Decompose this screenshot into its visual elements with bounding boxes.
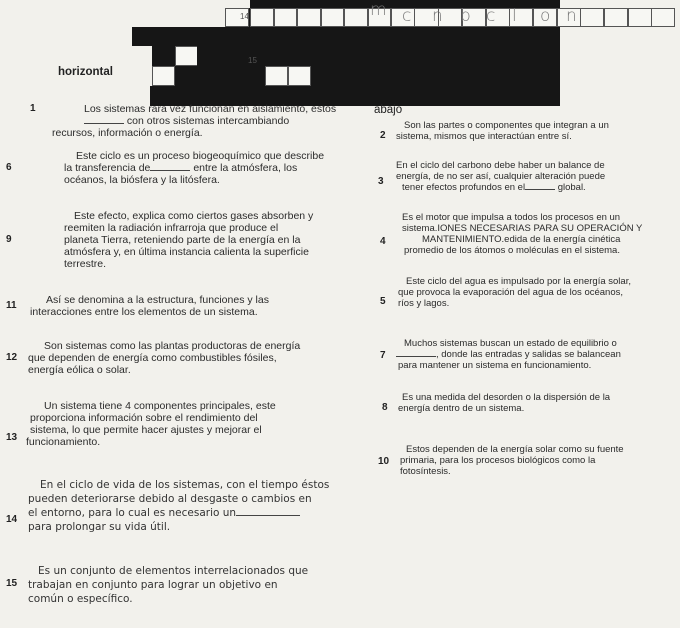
clue-number: 14 (6, 514, 18, 525)
clue-number: 8 (382, 402, 388, 413)
grid-block (357, 27, 380, 46)
grid-block (492, 66, 515, 86)
grid-block (288, 46, 311, 66)
grid-block (379, 46, 402, 66)
clue-number: 1 (30, 103, 36, 114)
grid-block (514, 86, 537, 106)
grid-block (267, 27, 290, 46)
grid-block (355, 86, 378, 106)
answer-blank[interactable] (525, 189, 555, 190)
grid-cell[interactable] (274, 8, 298, 27)
grid-block (294, 0, 317, 8)
handwritten-letter: c (402, 6, 412, 26)
grid-block (339, 0, 362, 8)
grid-block (469, 66, 492, 86)
clue-number: 3 (378, 176, 384, 187)
grid-block (492, 46, 515, 66)
grid-cell[interactable] (152, 66, 175, 86)
clue-number: 13 (6, 432, 18, 443)
clue-number: 12 (6, 352, 18, 363)
handwritten-letter: o (540, 6, 551, 26)
grid-block (515, 46, 538, 66)
grid-block (290, 27, 313, 46)
grid-cell[interactable] (297, 8, 321, 27)
grid-cell[interactable] (604, 8, 628, 27)
clue-abajo-4: Es el motor que impulsa a todos los procesos en un sistema.IONES NECESARIAS PARA SU OPERACIÓN Y MANTENIMIENTO.edida de la energía cinética promedio de los átomos o moléculas en el sistema. (402, 212, 643, 256)
grid-cell[interactable] (175, 46, 198, 66)
handwritten-letter: c (486, 6, 496, 26)
grid-block (311, 66, 334, 86)
grid-block (469, 86, 492, 106)
grid-block (379, 66, 402, 86)
grid-block (250, 0, 273, 8)
clue-number: 11 (6, 300, 17, 311)
clue-number: 15 (6, 578, 18, 589)
grid-block (265, 46, 288, 66)
grid-block (515, 27, 538, 46)
handwritten-letter: n (566, 6, 577, 26)
grid-block (333, 46, 356, 66)
grid-block (356, 66, 379, 86)
grid-block (177, 27, 200, 46)
grid-block (333, 66, 356, 86)
grid-block (220, 66, 243, 86)
grid-block (222, 27, 245, 46)
handwritten-letter: n (432, 6, 443, 26)
grid-cell[interactable] (651, 8, 675, 27)
grid-block (243, 66, 266, 86)
handwritten-letter: m (370, 0, 387, 20)
grid-block (537, 66, 560, 86)
clue-number: 6 (6, 162, 12, 173)
clue-abajo-2: Son las partes o componentes que integran a un sistema, mismos que interactúan entre sí. (396, 120, 609, 142)
grid-cell[interactable] (250, 8, 274, 27)
grid-block (245, 27, 268, 46)
grid-block (155, 27, 178, 46)
grid-block (470, 27, 493, 46)
clue-abajo-8: Es una medida del desorden o la dispersión de la energía dentro de un sistema. (398, 392, 611, 414)
grid-block (424, 66, 447, 86)
grid-block (447, 46, 470, 66)
clue-horizontal-6: Este ciclo es un proceso biogeoquímico que describe la transferencia de entre la atmósfera, los océanos, la biósfera y la litósfera. (64, 150, 325, 186)
grid-block (197, 46, 220, 66)
grid-block (380, 27, 403, 46)
grid-block (423, 86, 446, 106)
grid-block (401, 86, 424, 106)
grid-block (537, 27, 560, 46)
grid-block (356, 46, 379, 66)
clue-horizontal-13: Un sistema tiene 4 componentes principales, este proporciona información sobre el rendimiento del sistema, lo que permite hacer ajustes y mejorar el funcionamiento. (26, 400, 276, 448)
grid-block (537, 46, 560, 66)
clue-number: 10 (378, 456, 390, 467)
grid-block (537, 86, 560, 106)
clue-horizontal-14: En el ciclo de vida de los sistemas, con el tiempo éstos pueden deteriorarse debido al desgaste o cambios en el entorno, para lo cual es necesario un para prolongar su vida útil. (28, 479, 330, 533)
grid-block (311, 46, 334, 66)
grid-block (515, 66, 538, 86)
grid-block (424, 46, 447, 66)
grid-block (447, 27, 470, 46)
grid-block (197, 66, 220, 86)
grid-block (492, 86, 515, 106)
grid-cell[interactable] (265, 66, 288, 86)
grid-block (401, 46, 424, 66)
grid-block (469, 46, 492, 66)
grid-block (492, 27, 515, 46)
clue-abajo-5: Este ciclo del agua es impulsado por la energía solar, que provoca la evaporación del agua de los océanos, ríos y lagos. (398, 276, 631, 309)
answer-blank[interactable] (150, 170, 190, 171)
heading-abajo: abajo (374, 104, 403, 116)
clue-horizontal-12: Son sistemas como las plantas productoras de energía que dependen de energía como combustibles fósiles, energía eólica o solar. (28, 340, 301, 376)
grid-number: 15 (248, 56, 257, 65)
grid-block (220, 46, 243, 66)
grid-cell[interactable] (628, 8, 652, 27)
clue-horizontal-11: Así se denomina a la estructura, funciones y las interacciones entre los elementos de un sistema. (30, 294, 269, 318)
grid-cell[interactable] (580, 8, 604, 27)
grid-block (516, 0, 539, 8)
grid-block (335, 27, 358, 46)
clue-number: 4 (380, 236, 386, 247)
grid-block (401, 66, 424, 86)
handwritten-letter: l (512, 6, 517, 26)
grid-block (175, 66, 198, 86)
clue-number: 5 (380, 296, 386, 307)
grid-number: 14 (240, 12, 249, 21)
clue-abajo-7: Muchos sistemas buscan un estado de equilibrio o , donde las entradas y salidas se balancean para mantener un sistema en funcionamiento. (398, 338, 621, 371)
clue-horizontal-15: Es un conjunto de elementos interrelacionados que trabajan en conjunto para lograr un objetivo en común o específico. (28, 565, 309, 605)
grid-block (312, 27, 335, 46)
grid-block (200, 27, 223, 46)
answer-blank[interactable] (396, 356, 436, 357)
clue-abajo-10: Estos dependen de la energía solar como su fuente primaria, para los procesos biológicos como la fotosíntesis. (400, 444, 624, 477)
answer-blank[interactable] (236, 515, 300, 516)
grid-block (447, 66, 470, 86)
grid-block (316, 0, 339, 8)
grid-cell[interactable] (288, 66, 311, 86)
answer-blank[interactable] (84, 123, 124, 124)
clue-number: 9 (6, 234, 12, 245)
clue-horizontal-1: Los sistemas rara vez funcionan en aislamiento, estos con otros sistemas intercambiando recursos, información o energía. (52, 103, 337, 139)
grid-cell[interactable] (344, 8, 368, 27)
clue-number: 7 (380, 350, 386, 361)
crossword-grid (0, 0, 680, 110)
heading-horizontal: horizontal (58, 66, 113, 78)
grid-block (152, 46, 175, 66)
grid-block (402, 27, 425, 46)
clue-horizontal-9: Este efecto, explica como ciertos gases absorben y reemiten la radiación infrarroja que produce el planeta Tierra, reteniendo parte de la energía en la atmósfera y, en última instancia calienta la superficie terrestre. (64, 210, 314, 270)
grid-block (132, 27, 155, 46)
clue-number: 2 (380, 130, 386, 141)
grid-block (378, 86, 401, 106)
handwritten-letter: b (460, 6, 471, 26)
grid-cell[interactable] (321, 8, 345, 27)
grid-block (272, 0, 295, 8)
grid-block (446, 86, 469, 106)
grid-block (425, 27, 448, 46)
clue-abajo-3: En el ciclo del carbono debe haber un balance de energía, de no ser así, cualquier alteración puede tener efectos profundos en el global. (396, 160, 606, 193)
